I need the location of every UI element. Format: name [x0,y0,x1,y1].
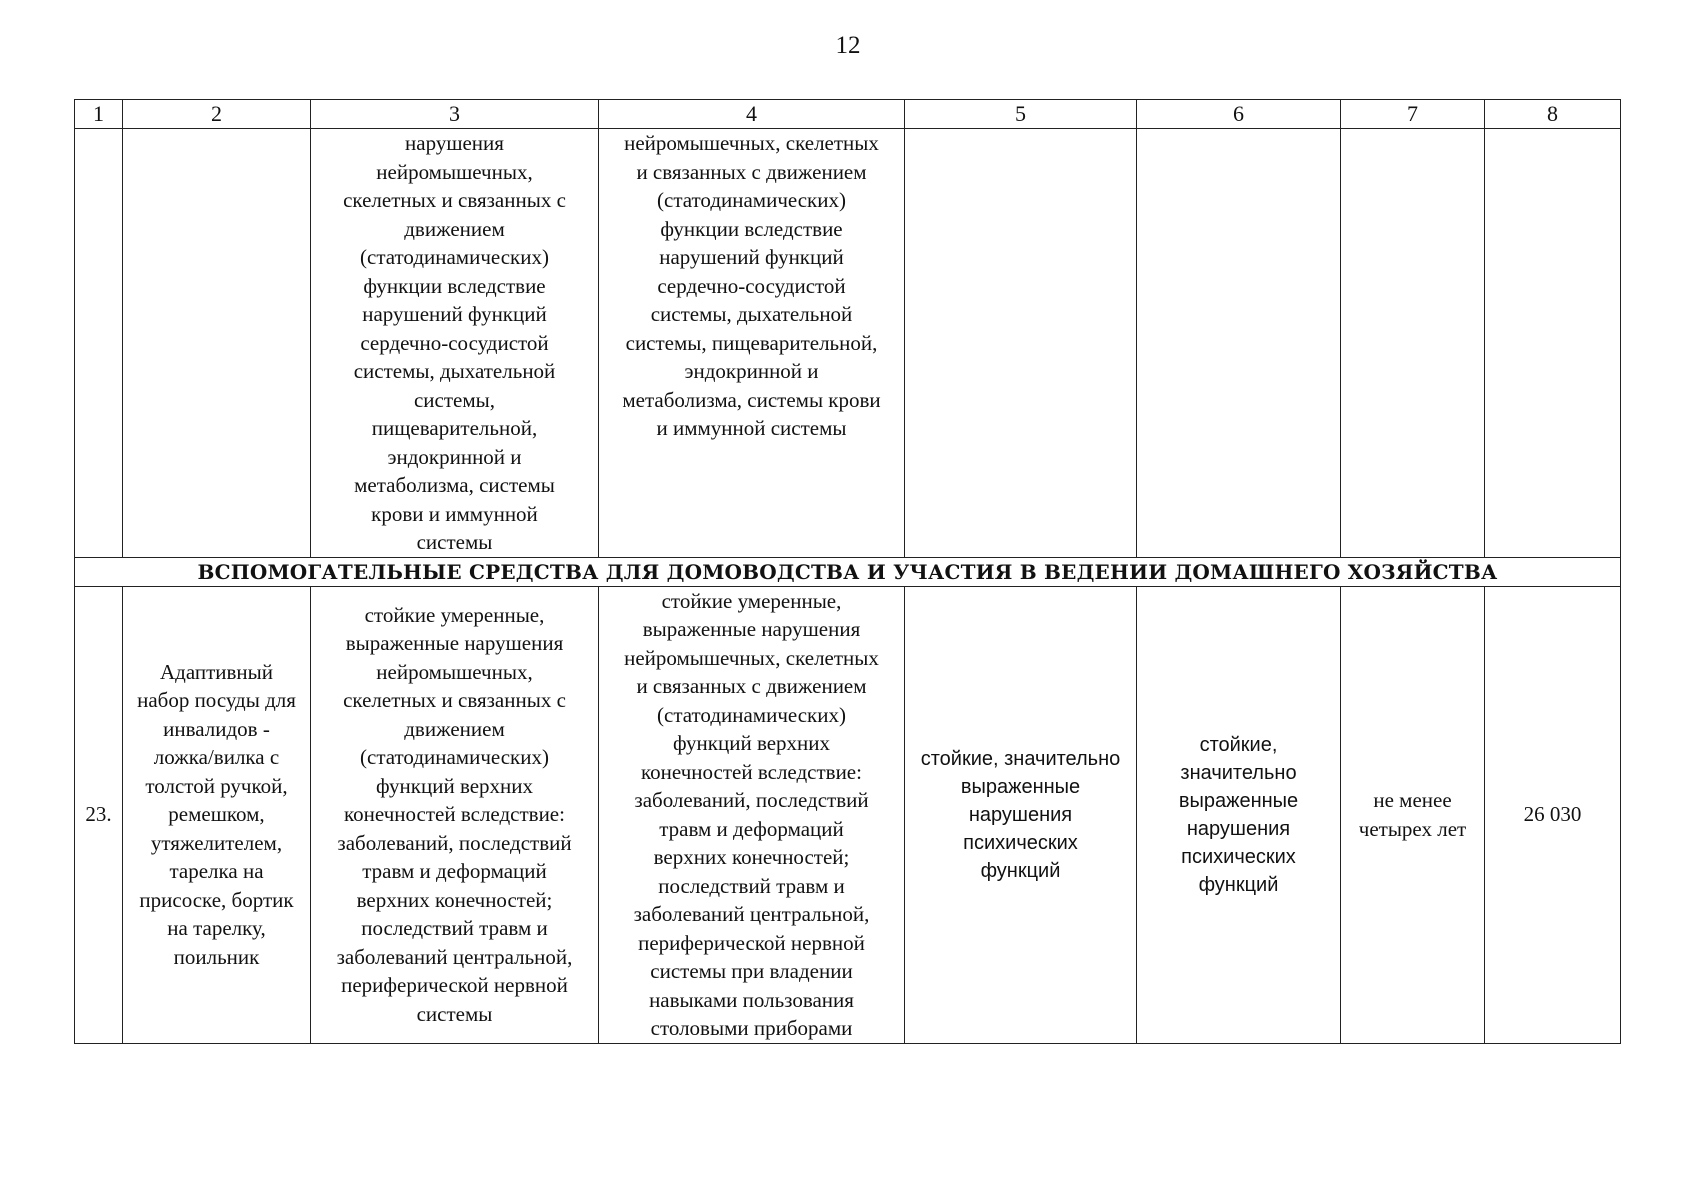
column-number-header-row [75,100,1621,129]
column-number-header: 3 [311,100,599,129]
table-cell [1485,129,1621,558]
column-number-header: 1 [75,100,123,129]
section-heading-row [75,557,1621,586]
document-table [74,99,1621,1044]
price-cell: 26 030 [1485,586,1621,1043]
table-cell [75,129,123,558]
item-name: Адаптивный набор посуды для инвалидов - ложка/вилка с толстой ручкой, ремешком, утяжелителем, тарелка на присоске, бортик на тарелку, поильник [123,586,311,1043]
column-number-header: 5 [905,100,1137,129]
column-number-header: 7 [1341,100,1485,129]
page-number: 12 [835,32,861,59]
item-number: 23. [75,586,123,1043]
indications-cell: стойкие умеренные, выраженные нарушения нейромышечных, скелетных и связанных с движением (статодинамических) функций верхних конечностей вследствие: заболеваний, последствий травм и деформаций верхних конечностей; последствий травм и заболеваний центральной, периферической нервной системы при владении навыками пользования столовыми приборами [599,586,905,1043]
indications-cell: нейромышечных, скелетных и связанных с движением (статодинамических) функции вследствие нарушений функций сердечно-сосудистой системы, дыхательной системы, пищеварительной, эндокринной и метаболизма, системы крови и иммунной системы [599,129,905,558]
disability-criteria-cell: стойкие умеренные, выраженные нарушения нейромышечных, скелетных и связанных с движением (статодинамических) функций верхних конечностей вследствие: заболеваний, последствий травм и деформаций верхних конечностей; последствий травм и заболеваний центральной, периферической нервной системы [311,586,599,1043]
table-row [75,586,1621,1043]
column-number-header: 6 [1137,100,1341,129]
column-number-header: 4 [599,100,905,129]
usage-period-cell: не менее четырех лет [1341,586,1485,1043]
contraindications-cell: стойкие, значительно выраженные нарушения психических функций [905,586,1137,1043]
column-number-header: 8 [1485,100,1621,129]
section-heading: ВСПОМОГАТЕЛЬНЫЕ СРЕДСТВА ДЛЯ ДОМОВОДСТВА И УЧАСТИЯ В ВЕДЕНИИ ДОМАШНЕГО ХОЗЯЙСТВА [75,557,1621,586]
continuation-row [75,129,1621,558]
table-cell [123,129,311,558]
table-cell [905,129,1137,558]
contraindications-cell-secondary: стойкие, значительно выраженные нарушения психических функций [1137,586,1341,1043]
disability-criteria-cell: нарушения нейромышечных, скелетных и связанных с движением (статодинамических) функции вследствие нарушений функций сердечно-сосудистой системы, дыхательной системы, пищеварительной, эндокринной и метаболизма, системы крови и иммунной системы [311,129,599,558]
column-number-header: 2 [123,100,311,129]
table-cell [1341,129,1485,558]
table-cell [1137,129,1341,558]
